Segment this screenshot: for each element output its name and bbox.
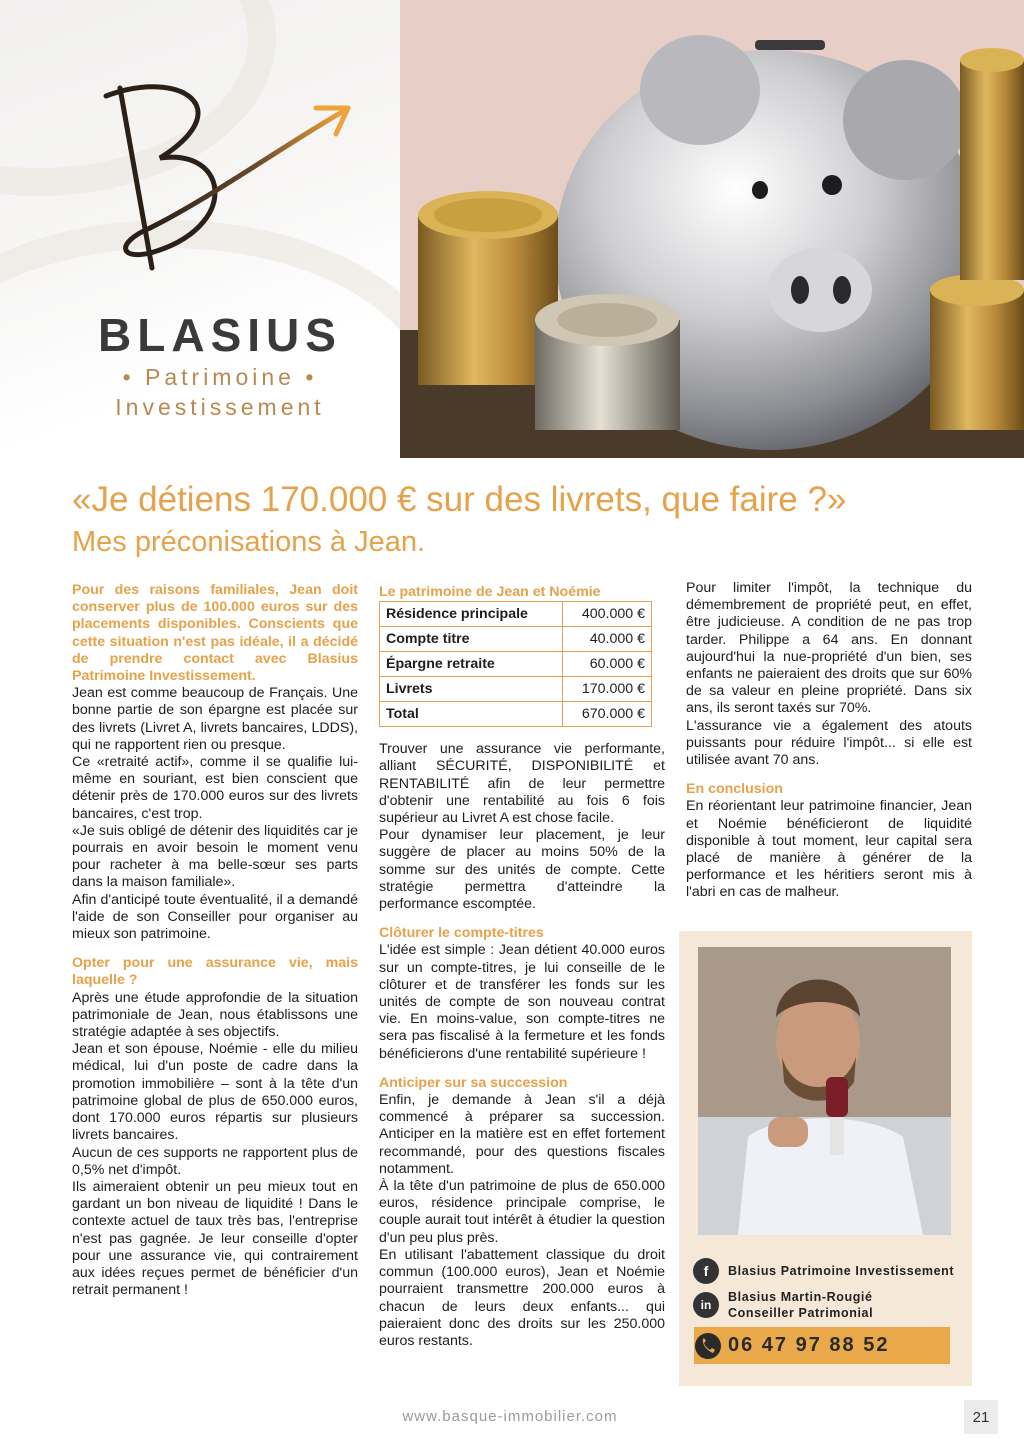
- article-subheadline: Mes préconisations à Jean.: [72, 526, 426, 558]
- table-cell-value: 40.000 €: [563, 627, 652, 652]
- column-3: [686, 580, 972, 902]
- paragraph: Ce «retraité actif», comme il se qualifie lui-même en souriant, est bien conscient que détenir près de 170.000 euros sur des livrets bancaires, c'est trop.: [72, 754, 358, 822]
- paragraph: En réorientant leur patrimoine financier, Jean et Noémie bénéficieront de liquidité disponible à tout moment, leur capital sera placé de manière à générer de la performance et les héritiers seront mis à l'abri en cas de malheur.: [686, 798, 972, 901]
- section-heading: Opter pour une assurance vie, mais laquelle ?: [72, 955, 358, 989]
- paragraph: À la tête d'un patrimoine de plus de 650.000 euros, résidence principale comprise, le couple aurait tout intérêt à étudier la question d'un peu plus près.: [379, 1178, 665, 1246]
- advisor-portrait: [698, 947, 951, 1235]
- facebook-link[interactable]: [693, 1258, 954, 1284]
- logo-panel: [0, 0, 400, 460]
- article-headline: «Je détiens 170.000 € sur des livrets, que faire ?»: [72, 480, 847, 519]
- brand-tagline-investissement: Investissement: [115, 394, 325, 420]
- column-2: [379, 584, 665, 1350]
- facebook-page-name: Blasius Patrimoine Investissement: [728, 1264, 955, 1278]
- table-cell-value: 170.000 €: [563, 677, 652, 702]
- paragraph: Enfin, je demande à Jean s'il a déjà commencé à préparer sa succession. Anticiper en la matière est en effet fortement recommandé, pour des questions fiscales notamment.: [379, 1092, 665, 1177]
- table-cell-value: 60.000 €: [563, 652, 652, 677]
- table-cell-label: Épargne retraite: [380, 652, 563, 677]
- table-cell-value: 670.000 €: [563, 702, 652, 727]
- brand-tagline-patrimoine: • Patrimoine •: [122, 364, 318, 390]
- table-cell-label: Total: [380, 702, 563, 727]
- paragraph: Après une étude approfondie de la situation patrimoniale de Jean, nous établissons une stratégie adaptée à ses objectifs.: [72, 989, 358, 1041]
- paragraph: L'assurance vie a également des atouts puissants pour réduire l'impôt... si elle est utilisée avant 70 ans.: [686, 717, 972, 769]
- lead-paragraph: Pour des raisons familiales, Jean doit conserver plus de 100.000 euros sur des placements disponibles. Conscients que cette situation n'est pas idéale, il a décidé de prendre contact avec Blasius Patrimoine Investissement.: [72, 582, 358, 685]
- linkedin-icon: in: [693, 1292, 719, 1318]
- paragraph: Jean est comme beaucoup de Français. Une bonne partie de son épargne est placée sur des livrets (Livret A, livrets bancaires, LDDS), qui ne rapportent rien ou presque.: [72, 685, 358, 753]
- table-title: Le patrimoine de Jean et Noémie: [379, 584, 601, 600]
- assets-table: [379, 601, 652, 727]
- paragraph: Ils aimeraient obtenir un peu mieux tout en gardant un bon niveau de liquidité ! Dans le contexte actuel de taux très bas, l'entreprise n'est pas gagnée. Je leur conseille d'opter pour une assurance vie, qui contrairement aux idées reçues permet de bénéficier d'un retrait permanent !: [72, 1178, 358, 1299]
- section-heading: Clôturer le compte-titres: [379, 925, 544, 942]
- paragraph: Pour dynamiser leur placement, je leur suggère de placer au moins 50% de la somme sur des unités de compte. Cette stratégie permettra d'atteindre la performance escomptée.: [379, 827, 665, 913]
- piggy-bank-photo: [400, 0, 1024, 458]
- table-row: [380, 677, 652, 702]
- table-row: [380, 627, 652, 652]
- phone-number: 06 47 97 88 52: [728, 1334, 890, 1356]
- phone-icon: [694, 1332, 722, 1360]
- column-1: [72, 582, 358, 1299]
- paragraph: Trouver une assurance vie performante, alliant SÉCURITÉ, DISPONIBILITÉ et RENTABILITÉ afin de leur permettre d'obtenir une rentabilité au fois 6 fois supérieur au Livret A est chose facile.: [379, 741, 665, 827]
- contact-card: [679, 931, 972, 1386]
- paragraph: Pour limiter l'impôt, la technique du démembrement de propriété peut, en effet, être judicieuse. A condition de ne pas trop tarder. Philippe a 64 ans. En donnant aujourd'hui la nue-propriété d'un bien, ses enfants ne paieraient des droits que sur 60% de sa valeur en pleine propriété. Dans six ans, ils seront taxés sur 70%.: [686, 580, 972, 717]
- table-row: [380, 602, 652, 627]
- paragraph: Aucun de ces supports ne rapportent plus de 0,5% net d'impôt.: [72, 1144, 358, 1178]
- brand-name: BLASIUS: [98, 309, 342, 361]
- section-heading: Anticiper sur sa succession: [379, 1074, 568, 1091]
- piggy-bank-coins-image: [400, 0, 1024, 458]
- table-cell-label: Livrets: [380, 677, 563, 702]
- table-row: [380, 702, 652, 727]
- paragraph: L'idée est simple : Jean détient 40.000 euros sur un compte-titres, je lui conseille de le clôturer et de transférer les fonds sur les unités de compte de son nouveau contrat vie. En moins-value, son compte-titres ne sera pas fiscalisé à la fermeture et les fonds bénéficierons d'une rentabilité supérieure !: [379, 942, 665, 1062]
- table-row: [380, 652, 652, 677]
- blasius-logo-icon: [90, 78, 360, 278]
- paragraph: En utilisant l'abattement classique du droit commun (100.000 euros), Jean et Noémie pourraient transmettre 200.000 euros à chacun de leurs deux enfants... qui paieraient donc des droits sur les 250.000 euros restants.: [379, 1246, 665, 1349]
- advisor-photo-image: [698, 947, 951, 1235]
- table-cell-label: Résidence principale: [380, 602, 563, 627]
- linkedin-link[interactable]: [693, 1289, 873, 1321]
- advisor-name: Blasius Martin-Rougié: [728, 1290, 873, 1304]
- advisor-role: Conseiller Patrimonial: [728, 1306, 874, 1320]
- paragraph: Afin d'anticipé toute éventualité, il a demandé l'aide de son Conseiller pour organiser au mieux son patrimoine.: [72, 891, 358, 943]
- footer-website-url[interactable]: www.basque-immobilier.com: [402, 1408, 618, 1425]
- facebook-icon: f: [693, 1258, 719, 1284]
- phone-bar[interactable]: [694, 1327, 950, 1364]
- table-cell-label: Compte titre: [380, 627, 563, 652]
- paragraph: Jean et son épouse, Noémie - elle du milieu médical, lui d'un poste de cadre dans la promotion immobilière – sont à la tête d'un patrimoine global de plus de 650.000 euros, dont 170.000 euros répartis sur plusieurs livrets bancaires.: [72, 1041, 358, 1144]
- page-number: 21: [964, 1400, 998, 1434]
- paragraph: «Je suis obligé de détenir des liquidités car je pourrais en avoir besoin le moment venu pour racheter à ma belle-sœur ses parts dans la maison familiale».: [72, 822, 358, 891]
- linkedin-profile: [728, 1289, 873, 1321]
- table-cell-value: 400.000 €: [563, 602, 652, 627]
- section-heading: En conclusion: [686, 781, 783, 798]
